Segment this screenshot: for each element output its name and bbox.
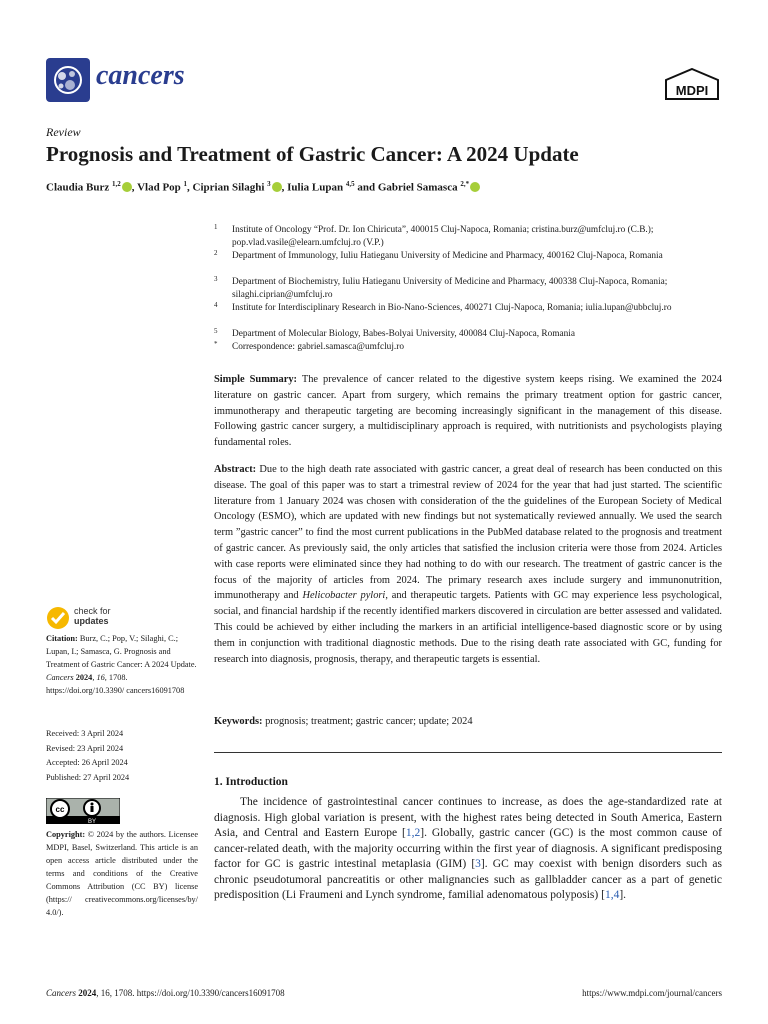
affiliation: 5 Department of Molecular Biology, Babes-Bolyai University, 400084 Cluj-Napoca, Romania xyxy=(214,327,575,339)
author-name: Vlad Pop xyxy=(137,181,181,194)
publisher-name: MDPI xyxy=(675,83,709,98)
article-type: Review xyxy=(46,125,81,139)
citation-block: Citation: Burz, C.; Pop, V.; Silaghi, C.; Lupan, I.; Samasca, G. Prognosis and Treatment of Gastric Cancer: A 2024 Update. Cancers 2024, 16, 1708. https://doi.org/10.3390/ cancers16091708 xyxy=(46,634,197,695)
affiliation: 3 Department of Biochemistry, Iuliu Hatieganu University of Medicine and Pharmacy, 400338 Cluj-Napoca, Romania; silaghi.ciprian@umfcluj.ro xyxy=(214,275,668,300)
author-name: Ciprian Silaghi xyxy=(192,181,265,194)
author-affil: 4,5 xyxy=(345,180,355,188)
author-affil: 3 xyxy=(267,180,271,188)
svg-text:BY: BY xyxy=(87,819,97,824)
section-heading: 1. Introduction xyxy=(214,776,288,788)
author-affil: 2,* xyxy=(460,180,470,188)
journal-logo xyxy=(46,58,90,102)
affiliation: 1 Institute of Oncology “Prof. Dr. Ion Chiricuta”, 400015 Cluj-Napoca, Romania; cristina.burz@umfcluj.ro (C.B.); pop.vlad.vasile@elearn.umfcluj.ro (V.P.) xyxy=(214,223,654,248)
reference-link[interactable]: 3 xyxy=(475,858,481,870)
publisher-logo xyxy=(664,68,720,102)
reference-link[interactable]: 1,2 xyxy=(405,827,421,839)
author-name: Iulia Lupan xyxy=(287,181,344,194)
journal-name: cancers xyxy=(96,60,185,91)
copyright-block: Copyright: © 2024 by the authors. Licensee MDPI, Basel, Switzerland. This article is an open access article distributed under the terms and conditions of the Creative Commons Attribution (CC BY) license (https:// creativecommons.org/licenses/by/ 4.0/). xyxy=(46,830,199,917)
affiliation: 4 Institute for Interdisciplinary Research in Bio-Nano-Sciences, 400271 Cluj-Napoca, Romania; iulia.lupan@ubbcluj.ro xyxy=(214,301,672,313)
author-affil: 1 xyxy=(183,180,188,188)
reference-link[interactable]: 1,4 xyxy=(604,889,620,901)
keywords: Keywords: prognosis; treatment; gastric cancer; update; 2024 xyxy=(214,716,473,727)
publication-dates: Received: 3 April 2024 Revised: 23 April 2024 Accepted: 26 April 2024 Published: 27 April 2024 xyxy=(46,729,130,782)
check-for-updates[interactable]: check for updates xyxy=(46,604,146,634)
introduction-text: The incidence of gastrointestinal cancer continues to increase, as does the age-standardized rate at diagnosis. High global variation is present, with the highest rates being detected in South America, Eastern Asia, and Central and Eastern Europe [1,2]. Globally, gastric cancer (GC) is the most common cause of cancer-related death, with the majority occurring within the first year of diagnosis. A significant predisposing factor for GC is gastric intestinal metaplasia (GIM) [3]. GC may coexist with benign disorders such as chronic pseudotumoral pancreatitis or other malignancies such as gallbladder cancer as a part of genetic predisposition (Li Fraumeni and Lynch syndrome, familial adenomatous polyposis) [1,4]. xyxy=(214,796,722,901)
footer-journal-url[interactable]: https://www.mdpi.com/journal/cancers xyxy=(582,988,722,998)
orcid-icon[interactable] xyxy=(470,182,480,192)
correspondence: * Correspondence: gabriel.samasca@umfcluj.ro xyxy=(214,340,404,352)
svg-text:cc: cc xyxy=(55,805,65,814)
orcid-icon[interactable] xyxy=(122,182,132,192)
author-name: Claudia Burz xyxy=(46,181,110,194)
affiliation: 2 Department of Immunology, Iuliu Hatieganu University of Medicine and Pharmacy, 400162 Cluj-Napoca, Romania xyxy=(214,249,663,261)
footer-citation: Cancers 2024, 16, 1708. https://doi.org/10.3390/cancers16091708 xyxy=(46,988,285,998)
article-title: Prognosis and Treatment of Gastric Cancer: A 2024 Update xyxy=(46,142,579,166)
author-name: Gabriel Samasca xyxy=(377,181,458,194)
author-list: Claudia Burz $^{1,2}$ , Vlad Pop $^1$, Ciprian Silaghi $^3$ , Iulia Lupan $^{4,5}$ and Gabriel Samasca $^{2,*}$ xyxy=(46,180,480,194)
author-affil: 1,2 xyxy=(112,180,121,188)
cc-by-license-badge[interactable] xyxy=(46,798,120,824)
orcid-icon[interactable] xyxy=(272,182,282,192)
divider xyxy=(214,752,722,753)
simple-summary: Simple Summary: The prevalence of cancer related to the digestive system keeps rising. We examined the 2024 literature on gastric cancer. Apart from surgery, which remains the primary treatment option for gastric cancer, immunotherapy and therapeutic targeting are becoming increasingly significant in the management of this disease. Following gastric cancer surgery, a multidisciplinary approach is required, with nutritionists and psychologists playing fundamental roles. xyxy=(214,374,722,449)
check-updates-icon xyxy=(46,606,70,630)
abstract: Abstract: Due to the high death rate associated with gastric cancer, a great deal of research has been conducted on this disease. The goal of this paper was to start a trimestral review of 2024 for the year that had just started. The scientific literature from 1 January 2024 was chosen with consideration of the the guidelines of the European Society of Medical Oncology (ESMO), which are updated with new findings but not systematically reviewed annually. We used the search term ”gastric cancer” to find the most current publications in the PubMed database related to the prognosis and treatment of gastric cancer. As previously said, the only articles that satisfied the inclusion criteria were those from 2024. Articles with case reports were eliminated since they had nothing to do with our research. The treatment of gastric cancer is the focus of the majority of articles from 2024. The primary research axes include surgery and immunonutrition, immunotherapy and Helicobacter pylori, and therapeutic targets. Patients with GC may experience less psychological, social, and financial hardship if the recently identified markers discovered in circulation are better assessed and validated. This could be achieved by either including the markers in an artificial intelligence-based diagnostic score or by using them in conjunction with traditional diagnostic methods. Due to the rising death rate associated with GC, funding for research into diagnosis, prognosis, therapy, and therapeutic targets is essential. xyxy=(214,464,722,665)
